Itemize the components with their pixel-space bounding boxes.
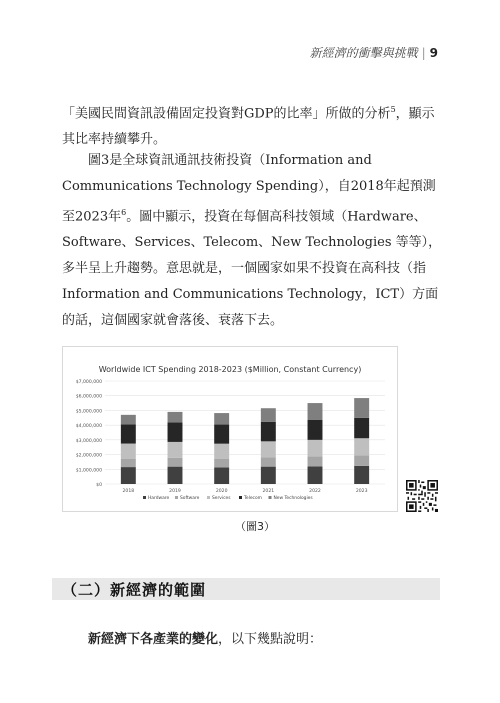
section-heading-bar bbox=[52, 578, 440, 600]
x-tick-label: 2019 bbox=[169, 489, 181, 494]
bar-segment bbox=[168, 412, 183, 422]
legend-label: Hardware bbox=[148, 496, 170, 501]
legend-label: Telecom bbox=[244, 496, 262, 501]
legend-label: Services bbox=[212, 496, 231, 501]
section-title: （二）新經濟的範圍 bbox=[62, 580, 207, 599]
y-tick-label: $3,000,000 bbox=[75, 438, 102, 444]
bar-segment bbox=[214, 444, 229, 459]
bar-segment bbox=[214, 468, 229, 484]
bar-segment bbox=[168, 467, 183, 484]
bar-segment bbox=[214, 413, 229, 424]
footnote-ref-6: 6 bbox=[121, 208, 127, 217]
x-tick-label: 2020 bbox=[215, 489, 228, 494]
closing-bold: 新經濟下各產業的變化 bbox=[88, 632, 219, 647]
closing-rest: ，以下幾點說明： bbox=[218, 632, 323, 647]
para2-text-end: 。圖中顯示，投資在每個高科技領域（Hardware、Software、Services、Telecom、New Technologies 等等），多半呈上升趨勢。意思就是，一個國家如果不投資在高科技（指Information and Communications Technology，ICT）方面的話，這個國家就會落後、衰落下去。 bbox=[62, 209, 442, 329]
para1-text: 「美國民間資訊設備固定投資對GDP的比率」所做的分析 bbox=[62, 106, 391, 122]
bar-segment bbox=[354, 455, 369, 466]
header-separator: | bbox=[421, 46, 426, 60]
x-tick-label: 2023 bbox=[355, 489, 368, 494]
bar-segment bbox=[121, 444, 136, 459]
bar-segment bbox=[168, 422, 183, 442]
bar-segment bbox=[261, 441, 276, 457]
closing-line bbox=[88, 628, 322, 647]
bar-segment bbox=[168, 442, 183, 458]
bar-segment bbox=[308, 420, 323, 440]
book-title: 新經濟的衝擊與挑戰 bbox=[309, 46, 418, 60]
y-tick-label: $4,000,000 bbox=[75, 424, 102, 430]
y-tick-label: $6,000,000 bbox=[75, 394, 102, 400]
bar-segment bbox=[308, 466, 323, 484]
bar-segment bbox=[354, 398, 369, 418]
bar-segment bbox=[121, 415, 136, 425]
bar-segment bbox=[354, 466, 369, 484]
chart-title: Worldwide ICT Spending 2018-2023 ($Million, Constant Currency) bbox=[98, 365, 362, 374]
para2-text: 圖3是全球資訊通訊技術投資（Information and Communications Technology Spending），自2018年起預測至2023年 bbox=[62, 153, 436, 225]
x-tick-label: 2022 bbox=[309, 489, 321, 494]
paragraph-1 bbox=[62, 97, 442, 153]
bar-segment bbox=[121, 424, 136, 443]
bar-segment bbox=[261, 467, 276, 484]
footnote-ref-5: 5 bbox=[390, 105, 396, 114]
legend-swatch bbox=[207, 496, 210, 499]
bar-segment bbox=[121, 467, 136, 484]
y-tick-label: $1,000,000 bbox=[75, 468, 102, 474]
bar-segment bbox=[354, 438, 369, 455]
figure-caption: （圖3） bbox=[235, 520, 275, 533]
bar-segment bbox=[354, 418, 369, 438]
bar-segment bbox=[261, 422, 276, 442]
bar-segment bbox=[214, 459, 229, 468]
bar-segment bbox=[308, 456, 323, 466]
page-number: 9 bbox=[429, 46, 438, 60]
bar-segment bbox=[308, 440, 323, 456]
chart-svg bbox=[63, 347, 397, 511]
paragraph-2 bbox=[62, 148, 442, 334]
bar-segment bbox=[261, 457, 276, 466]
para1-text-end: ，顯示其比率持續攀升。 bbox=[62, 106, 435, 148]
qr-code-icon bbox=[406, 480, 438, 512]
legend-swatch bbox=[175, 496, 178, 499]
running-header bbox=[310, 44, 438, 61]
bar-segment bbox=[308, 403, 323, 420]
bar-segment bbox=[121, 459, 136, 467]
x-tick-label: 2021 bbox=[262, 489, 275, 494]
x-tick-label: 2018 bbox=[122, 489, 135, 494]
legend-swatch bbox=[143, 496, 146, 499]
legend-swatch bbox=[269, 496, 272, 499]
y-tick-label: $0 bbox=[96, 483, 102, 488]
legend-label: New Technologies bbox=[273, 496, 313, 501]
bar-segment bbox=[214, 425, 229, 444]
y-tick-label: $5,000,000 bbox=[75, 409, 102, 415]
bar-segment bbox=[261, 408, 276, 422]
bar-segment bbox=[168, 458, 183, 467]
legend-swatch bbox=[239, 496, 242, 499]
legend-label: Software bbox=[180, 496, 200, 501]
ict-spending-chart bbox=[62, 346, 398, 512]
y-tick-label: $2,000,000 bbox=[75, 453, 102, 459]
y-tick-label: $7,000,000 bbox=[75, 380, 102, 385]
